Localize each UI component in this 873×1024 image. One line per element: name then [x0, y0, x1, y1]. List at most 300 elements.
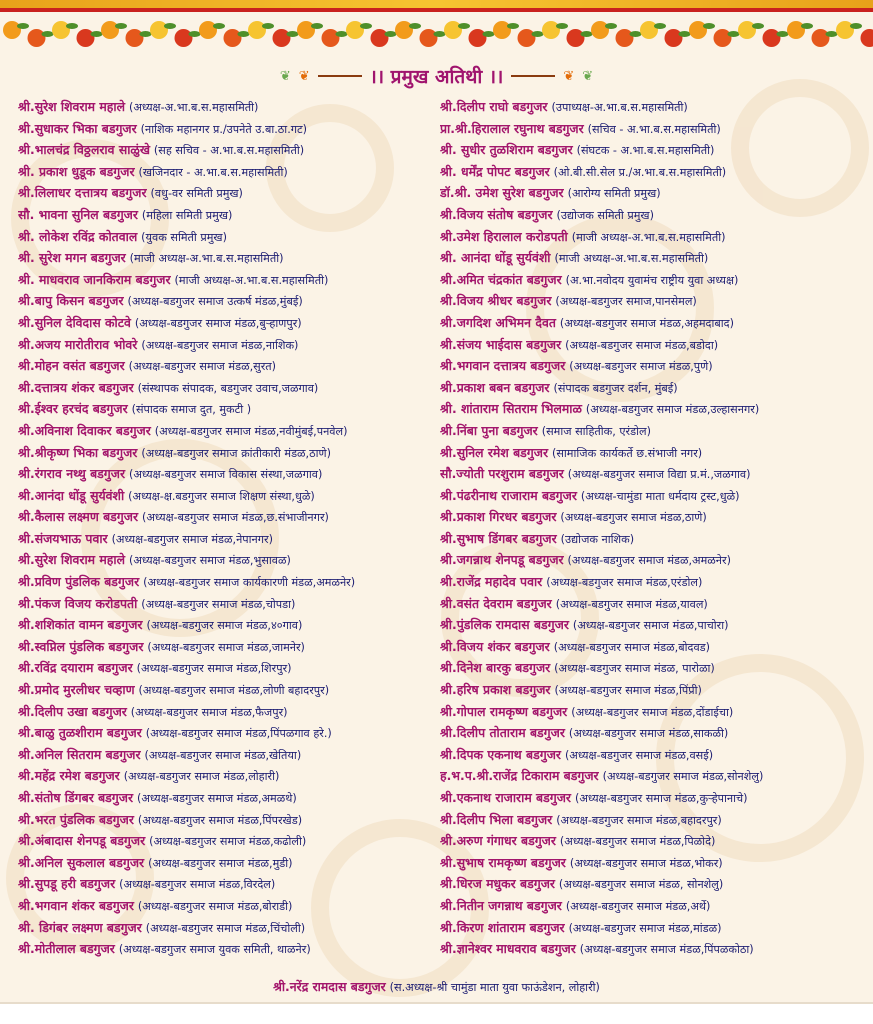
guest-role: (माजी अध्यक्ष-अ.भा.ब.स.महासमिती) — [554, 252, 709, 266]
guest-entry — [18, 679, 438, 701]
guest-role: (अध्यक्ष-बडगुजर समाज विकास संस्था,जळगाव) — [129, 468, 323, 482]
guest-name: श्री. डिगंबर लक्ष्मण बडगुजर — [18, 919, 142, 935]
guest-entry — [440, 744, 870, 766]
guest-name: श्री.जगदिश अभिमन दैवत — [440, 314, 556, 330]
marigold-flower-icon — [812, 29, 830, 47]
marigold-flower-icon — [640, 21, 658, 39]
guest-role: (अध्यक्ष-बडगुजर समाज कार्यकारणी मंडळ,अमळनेर) — [143, 576, 356, 590]
marigold-flower-icon — [518, 29, 536, 47]
marigold-flower-icon — [567, 29, 585, 47]
guest-entry — [440, 96, 870, 118]
guest-role: (अध्यक्ष-बडगुजर समाज मंडळ,लोणी बहादरपुर) — [138, 684, 330, 698]
guest-name: श्री.सुधाकर भिका बडगुजर — [18, 120, 137, 136]
guest-name: श्री. सुरेश मगन बडगुजर — [18, 250, 126, 266]
guest-entry — [440, 442, 870, 464]
marigold-flower-icon — [77, 29, 95, 47]
guest-entry — [18, 334, 438, 356]
marigold-flower-icon — [52, 21, 70, 39]
leaf-icon — [507, 23, 519, 29]
guest-entry — [18, 506, 438, 528]
guest-entry — [18, 722, 438, 744]
guest-entry — [440, 118, 870, 140]
guest-role: (उपाध्यक्ष-अ.भा.ब.स.महासमिती) — [551, 101, 688, 114]
leaf-icon — [189, 31, 201, 37]
leaf-icon — [752, 23, 764, 29]
leaf-icon — [777, 31, 789, 37]
leaf-icon — [556, 23, 568, 29]
leaf-icon — [385, 31, 397, 37]
leaf-icon — [311, 23, 323, 29]
guest-entry — [440, 355, 870, 377]
guest-name: श्री.भालचंद्र विठ्ठलराव साळुंखे — [18, 142, 150, 158]
guest-role: (अध्यक्ष-बडगुजर समाज मंडळ,नवीमुंबई,पनवेल) — [154, 424, 348, 438]
guest-name: श्री.सुनिल रमेश बडगुजर — [440, 444, 549, 460]
guest-name: श्री.रंगराव नथ्थु बडगुजर — [18, 466, 126, 482]
guest-list-left — [18, 96, 438, 960]
guest-role: (अध्यक्ष-बडगुजर समाज मंडळ,बहादरपुर) — [556, 813, 722, 827]
guest-name: श्री.अजय मारोतीराव भोवरे — [18, 336, 138, 352]
leaf-icon — [458, 23, 470, 29]
guest-role: (अध्यक्ष-बडगुजर समाज मंडळ, सोनशेलु) — [558, 878, 724, 892]
guest-name: श्री.भगवान दत्तात्रय बडगुजर — [440, 358, 566, 374]
guest-entry — [18, 442, 438, 464]
leaf-icon — [360, 23, 372, 29]
guest-name: श्री. प्रकाश धुडूक बडगुजर — [18, 163, 135, 179]
leaf-icon — [434, 31, 446, 37]
guest-entry — [18, 657, 438, 679]
guest-name: श्री.पंकज विजय करोडपती — [18, 595, 138, 611]
guest-entry — [440, 398, 870, 420]
marigold-flower-icon — [28, 29, 46, 47]
leaf-icon — [115, 23, 127, 29]
guest-role: (अध्यक्ष-बडगुजर समाज मंडळ,४०गाव) — [146, 619, 303, 633]
leaf-icon — [483, 31, 495, 37]
guest-name: श्री.एकनाथ राजाराम बडगुजर — [440, 790, 571, 805]
leaf-icon — [238, 31, 250, 37]
guest-role: (अध्यक्ष-बडगुजर समाज मंडळ,सुरत) — [128, 360, 277, 374]
leaf-icon — [17, 23, 29, 29]
guest-entry — [18, 549, 438, 571]
guest-name: श्री.प्रमोद मुरलीधर चव्हाण — [18, 682, 135, 698]
guest-entry — [440, 593, 870, 615]
guest-name: श्री.भरत पुंडलिक बडगुजर — [18, 811, 134, 827]
marigold-garland — [0, 12, 873, 58]
marigold-flower-icon — [738, 21, 756, 39]
guest-role: (अध्यक्ष-बडगुजर समाज मंडळ,साकळी) — [568, 727, 729, 741]
guest-entry — [18, 118, 438, 140]
guest-entry — [440, 269, 870, 291]
guest-list-right — [440, 96, 870, 960]
bottom-border — [0, 1002, 873, 1024]
guest-entry — [440, 528, 870, 550]
leaf-icon: ❦ — [563, 68, 575, 84]
guest-entry — [440, 809, 870, 831]
guest-role: (अध्यक्ष-बडगुजर समाज,पानसेमल) — [555, 295, 697, 309]
marigold-flower-icon — [861, 29, 873, 47]
marigold-flower-icon — [542, 21, 560, 39]
guest-name: श्री.अनिल सितराम बडगुजर — [18, 746, 141, 762]
leaf-icon — [164, 23, 176, 29]
guest-entry — [440, 161, 870, 183]
guest-role: (अध्यक्ष-बडगुजर समाज मंडळ,पिंपरखेड) — [137, 813, 303, 827]
guest-name: सौ. भावना सुनिल बडगुजर — [18, 206, 138, 222]
guest-entry — [18, 701, 438, 723]
guest-entry — [440, 722, 870, 744]
guest-entry — [440, 787, 870, 809]
guest-entry — [18, 895, 438, 917]
guest-name: श्री. शांताराम सितराम भिलमाळ — [440, 401, 582, 417]
guest-name: श्री.अविनाश दिवाकर बडगुजर — [18, 422, 151, 438]
guest-name: श्री.प्रविण पुंडलिक बडगुजर — [18, 574, 140, 590]
guest-name: श्री.दिपक एकनाथ बडगुजर — [440, 746, 561, 762]
guest-role: (अध्यक्ष-बडगुजर समाज मंडळ,कुऱ्हेपानाचे) — [574, 792, 748, 805]
marigold-flower-icon — [493, 21, 511, 39]
guest-entry — [440, 312, 870, 334]
leaf-icon — [703, 23, 715, 29]
marigold-flower-icon — [248, 21, 266, 39]
guest-name: श्री.पुंडलिक रामदास बडगुजर — [440, 617, 569, 633]
guest-role: (अध्यक्ष-बडगुजर समाज मंडळ,अर्थे) — [565, 899, 711, 913]
marigold-flower-icon — [836, 21, 854, 39]
guest-role: (अध्यक्ष-बडगुजर समाज मंडळ,भोकर) — [569, 856, 723, 870]
guest-name: श्री.भगवान शंकर बडगुजर — [18, 897, 134, 913]
guest-role: (अध्यक्ष-बडगुजर समाज मंडळ,बडोदा) — [565, 338, 719, 352]
top-gold-border — [0, 0, 873, 8]
guest-name: श्री.गोपाल रामकृष्ण बडगुजर — [440, 703, 568, 719]
guest-name: श्री.सुभाष रामकृष्ण बडगुजर — [440, 854, 566, 870]
page-title: ।। प्रमुख अतिथी ।। — [369, 66, 504, 88]
marigold-flower-icon — [297, 21, 315, 39]
guest-role: (सह सचिव - अ.भा.ब.स.महासमिती) — [153, 144, 305, 158]
guest-entry — [440, 614, 870, 636]
guest-name: श्री.हरिष प्रकाश बडगुजर — [440, 682, 551, 698]
guest-role: (अध्यक्ष-बडगुजर समाज मंडळ,सोनशेलु) — [602, 770, 764, 784]
guest-role: (अध्यक्ष-बडगुजर समाज मंडळ,मुडी) — [148, 856, 293, 870]
guest-entry — [18, 614, 438, 636]
guest-role: (संपादक समाज दुत, मुकटी ) — [131, 403, 252, 417]
guest-role: (महिला समिती प्रमुख) — [141, 208, 233, 222]
marigold-flower-icon — [346, 21, 364, 39]
guest-name: श्री.ईश्वर हरचंद बडगुजर — [18, 401, 128, 417]
guest-entry — [18, 852, 438, 874]
guest-name: श्री.वसंत देवराम बडगुजर — [440, 595, 552, 611]
guest-name: श्री.पंढरीनाथ राजाराम बडगुजर — [440, 487, 577, 503]
guest-entry — [440, 485, 870, 507]
guest-name: श्री.प्रकाश गिरधर बडगुजर — [440, 509, 557, 525]
guest-entry — [440, 765, 870, 787]
guest-name: श्री.विजय शंकर बडगुजर — [440, 638, 550, 654]
guest-entry — [440, 377, 870, 399]
guest-name: श्री.श्रीकृष्ण भिका बडगुजर — [18, 444, 138, 460]
marigold-flower-icon — [273, 29, 291, 47]
guest-role: (अध्यक्ष-बडगुजर समाज विद्या प्र.मं.,जळगाव) — [567, 468, 751, 482]
guest-name: श्री.सुपडू हरी बडगुजर — [18, 876, 116, 892]
guest-name: श्री.रविंद्र दयाराम बडगुजर — [18, 660, 133, 676]
guest-entry — [440, 204, 870, 226]
guest-entry — [440, 463, 870, 485]
guest-entry — [18, 938, 438, 960]
guest-name: श्री.विजय संतोष बडगुजर — [440, 206, 553, 222]
guest-name: श्री.लिलाधर दत्तात्रय बडगुजर — [18, 185, 147, 201]
marigold-flower-icon — [3, 21, 21, 39]
leaf-icon — [287, 31, 299, 37]
guest-entry — [18, 204, 438, 226]
guest-role: (युवक समिती प्रमुख) — [141, 230, 227, 244]
marigold-flower-icon — [126, 29, 144, 47]
guest-name: श्री.दिलीप उखा बडगुजर — [18, 703, 127, 719]
guest-role: (अध्यक्ष-बडगुजर समाज क्रांतीकारी मंडळ,ठाणे) — [141, 446, 331, 460]
guest-name: श्री.विजय श्रीधर बडगुजर — [440, 293, 552, 309]
guest-entry — [18, 463, 438, 485]
guest-role: (अध्यक्ष-बडगुजर समाज मंडळ,पिंप्री) — [554, 684, 702, 698]
guest-role: (अध्यक्ष-बडगुजर समाज उत्कर्ष मंडळ,मुंबई) — [127, 295, 303, 309]
guest-entry — [18, 528, 438, 550]
guest-entry — [18, 830, 438, 852]
guest-name: श्री.दिलीप भिला बडगुजर — [440, 811, 553, 827]
guest-entry — [18, 809, 438, 831]
guest-role: (अध्यक्ष-बडगुजर समाज मंडळ,नेपानगर) — [111, 532, 273, 546]
leaf-icon — [630, 31, 642, 37]
guest-entry — [440, 830, 870, 852]
guest-name: श्री. धर्मेंद्र पोपट बडगुजर — [440, 163, 550, 179]
guest-entry — [440, 873, 870, 895]
guest-entry — [440, 420, 870, 442]
guest-name: श्री.मोहन वसंत बडगुजर — [18, 358, 125, 374]
guest-role: (अध्यक्ष-बडगुजर समाज मंडळ,उल्हासनगर) — [585, 403, 760, 417]
guest-entry — [440, 938, 870, 960]
guest-name: श्री.सुभाष डिंगबर बडगुजर — [440, 530, 557, 546]
guest-entry — [440, 247, 870, 269]
guest-role: (आरोग्य समिती प्रमुख) — [567, 187, 661, 201]
guest-role: (अध्यक्ष-बडगुजर समाज मंडळ,छ.संभाजीनगर) — [142, 511, 329, 525]
marigold-flower-icon — [787, 21, 805, 39]
guest-name: श्री.नरेंद्र रामदास बडगुजर — [273, 979, 386, 994]
guest-name: श्री.कैलास लक्ष्मण बडगुजर — [18, 509, 139, 525]
guest-role: (खजिनदार - अ.भा.ब.स.महासमिती) — [138, 165, 288, 179]
leaf-icon — [654, 23, 666, 29]
guest-entry — [440, 290, 870, 312]
guest-name: श्री.अमित चंद्रकांत बडगुजर — [440, 271, 562, 287]
leaf-icon — [336, 31, 348, 37]
guest-entry — [440, 334, 870, 356]
leaf-icon — [409, 23, 421, 29]
leaf-icon — [140, 31, 152, 37]
guest-name: श्री.संजय भाईदास बडगुजर — [440, 336, 562, 352]
guest-role: (सचिव - अ.भा.ब.स.महासमिती) — [587, 122, 721, 136]
guest-role: (अध्यक्ष-बडगुजर समाज मंडळ,फैजपुर) — [130, 705, 288, 719]
guest-role: (अध्यक्ष-बडगुजर समाज मंडळ,बोदवड) — [553, 640, 711, 654]
guest-role: (समाज साहितीक, एरंडोल) — [541, 424, 651, 438]
leaf-icon — [605, 23, 617, 29]
guest-name: श्री.नितीन जगन्नाथ बडगुजर — [440, 897, 562, 913]
guest-role: (अध्यक्ष-बडगुजर समाज मंडळ,बुऱ्हाणपुर) — [134, 316, 302, 330]
marigold-flower-icon — [199, 21, 217, 39]
guest-entry — [440, 549, 870, 571]
guest-name: श्री.महेंद्र रमेश बडगुजर — [18, 768, 120, 784]
guest-name: श्री.अनिल सुकलाल बडगुजर — [18, 854, 145, 870]
guest-role: (अध्यक्ष-बडगुजर समाज मंडळ,एरंडोल) — [546, 576, 703, 590]
guest-name: श्री.स्वप्निल पुंडलिक बडगुजर — [18, 638, 144, 654]
guest-role: (अध्यक्ष-बडगुजर समाज मंडळ,यावल) — [555, 597, 708, 611]
guest-role: (अध्यक्ष-बडगुजर समाज मंडळ,शिरपुर) — [136, 662, 292, 676]
guest-name: श्री.किरण शांताराम बडगुजर — [440, 919, 565, 935]
guest-name: श्री.राजेंद्र महादेव पवार — [440, 574, 543, 590]
guest-role: (नाशिक महानगर प्र./उपनेते उ.बा.ठा.गट) — [140, 122, 308, 136]
guest-role: (माजी अध्यक्ष-अ.भा.ब.स.महासमिती) — [174, 273, 329, 287]
guest-name: श्री.ज्ञानेश्वर माधवराव बडगुजर — [440, 941, 576, 957]
guest-entry — [18, 744, 438, 766]
marigold-flower-icon — [714, 29, 732, 47]
guest-role: (अध्यक्ष-बडगुजर समाज मंडळ,भुसावळ) — [128, 554, 291, 568]
guest-role: (अध्यक्ष-बडगुजर समाज मंडळ,पिंपळकोठा) — [579, 943, 754, 957]
guest-role: (अध्यक्ष-बडगुजर समाज मंडळ,पाचोरा) — [572, 619, 729, 633]
guest-role: (अध्यक्ष-बडगुजर समाज मंडळ,चोपडा) — [141, 597, 296, 611]
marigold-flower-icon — [322, 29, 340, 47]
guest-entry — [18, 765, 438, 787]
marigold-flower-icon — [665, 29, 683, 47]
guest-entry — [18, 485, 438, 507]
leaf-icon — [532, 31, 544, 37]
guest-entry — [440, 226, 870, 248]
guest-name: श्री. सुधीर तुळशिराम बडगुजर — [440, 142, 573, 158]
guest-role: (अध्यक्ष-बडगुजर समाज मंडळ,पिळोदे) — [559, 835, 716, 849]
guest-role: (संस्थापक संपादक, बडगुजर उवाच,जळगाव) — [137, 381, 319, 395]
footer-guest — [0, 976, 873, 999]
guest-role: (अध्यक्ष-चामुंडा माता धर्मदाय ट्रस्ट,धुळे) — [580, 489, 740, 503]
guest-name: श्री.आनंदा धोंडू सुर्यवंशी — [18, 487, 125, 503]
guest-name: श्री.प्रकाश बबन बडगुजर — [440, 379, 550, 395]
guest-entry — [18, 312, 438, 334]
marigold-flower-icon — [371, 29, 389, 47]
guest-entry — [440, 636, 870, 658]
guest-role: (अध्यक्ष-बडगुजर समाज मंडळ,अहमदाबाद) — [559, 316, 734, 330]
guest-entry — [18, 182, 438, 204]
leaf-icon — [679, 31, 691, 37]
guest-role: (अध्यक्ष-बडगुजर समाज मंडळ,मांडळ) — [568, 921, 722, 935]
guest-entry — [440, 182, 870, 204]
guest-role: (अध्यक्ष-बडगुजर समाज मंडळ,अमळथे) — [136, 792, 297, 805]
guest-name: श्री.मोतीलाल बडगुजर — [18, 941, 115, 957]
guest-name: श्री.दिलीप राघो बडगुजर — [440, 99, 548, 114]
marigold-flower-icon — [689, 21, 707, 39]
guest-role: (अध्यक्ष-बडगुजर समाज मंडळ,चिंचोली) — [145, 921, 306, 935]
guest-role: (अध्यक्ष-बडगुजर समाज मंडळ,पिंपळगाव हरे.) — [145, 727, 332, 741]
guest-name: श्री.दत्तात्रय शंकर बडगुजर — [18, 379, 134, 395]
guest-name: श्री. माधवराव जानकिराम बडगुजर — [18, 271, 171, 287]
guest-name: ह.भ.प.श्री.राजेंद्र टिकाराम बडगुजर — [440, 768, 599, 784]
guest-entry — [18, 161, 438, 183]
marigold-flower-icon — [101, 21, 119, 39]
page-heading — [0, 62, 873, 90]
guest-role: (स.अध्यक्ष-श्री चामुंडा माता युवा फाऊंडेशन, लोहारी) — [389, 981, 600, 994]
guest-role: (अध्यक्ष-बडगुजर समाज मंडळ,लोहारी) — [123, 770, 280, 784]
guest-role: (अध्यक्ष-बडगुजर समाज मंडळ,दोंडाईचा) — [571, 705, 734, 719]
guest-role: (अध्यक्ष-बडगुजर समाज मंडळ,विरदेल) — [119, 878, 276, 892]
leaf-icon — [262, 23, 274, 29]
guest-entry — [18, 355, 438, 377]
guest-entry — [18, 593, 438, 615]
leaf-icon — [91, 31, 103, 37]
guest-entry — [440, 139, 870, 161]
guest-role: (अध्यक्ष-बडगुजर समाज मंडळ,खेतिया) — [144, 748, 302, 762]
marigold-flower-icon — [763, 29, 781, 47]
leaf-icon: ❦ — [298, 68, 310, 84]
guest-entry — [18, 139, 438, 161]
guest-role: (अध्यक्ष-बडगुजर समाज मंडळ, पारोळा) — [554, 662, 715, 676]
leaf-icon: ❦ — [582, 68, 594, 84]
guest-entry — [18, 96, 438, 118]
guest-name: श्री.उमेश हिरालाल करोडपती — [440, 228, 568, 244]
leaf-icon — [826, 31, 838, 37]
guest-entry — [18, 269, 438, 291]
guest-role: (अध्यक्ष-बडगुजर समाज युवक समिती, थाळनेर) — [118, 943, 311, 957]
guest-role: (माजी अध्यक्ष-अ.भा.ब.स.महासमिती) — [571, 230, 726, 244]
marigold-flower-icon — [150, 21, 168, 39]
guest-role: (अध्यक्ष-अ.भा.ब.स.महासमिती) — [128, 101, 259, 114]
guest-name: श्री.निंबा पुना बडगुजर — [440, 422, 538, 438]
marigold-flower-icon — [224, 29, 242, 47]
guest-entry — [18, 571, 438, 593]
guest-name: श्री.संजयभाऊ पवार — [18, 530, 108, 546]
heading-divider-right — [511, 75, 555, 77]
guest-role: (संपादक बडगुजर दर्शन, मुंबई) — [553, 381, 678, 395]
leaf-icon: ❦ — [279, 68, 291, 84]
marigold-flower-icon — [420, 29, 438, 47]
marigold-flower-icon — [175, 29, 193, 47]
guest-role: (अध्यक्ष-बडगुजर समाज मंडळ,जामनेर) — [147, 640, 305, 654]
guest-name: श्री.अंबादास शेनपडू बडगुजर — [18, 833, 146, 849]
guest-role: (अध्यक्ष-क्ष.बडगुजर समाज शिक्षण संस्था,धुळे) — [128, 489, 315, 503]
leaf-icon — [213, 23, 225, 29]
guest-name: श्री.सुनिल देविदास कोटवे — [18, 314, 131, 330]
guest-entry — [18, 398, 438, 420]
guest-name: श्री.सुरेश शिवराम महाले — [18, 552, 125, 568]
guest-entry — [18, 787, 438, 809]
marigold-flower-icon — [616, 29, 634, 47]
leaf-icon — [801, 23, 813, 29]
guest-entry — [18, 247, 438, 269]
guest-role: (अध्यक्ष-बडगुजर समाज मंडळ,ठाणे) — [560, 511, 707, 525]
guest-entry — [18, 290, 438, 312]
guest-role: (सामाजिक कार्यकर्ते छ.संभाजी नगर) — [551, 446, 703, 460]
guest-entry — [18, 636, 438, 658]
guest-entry — [18, 420, 438, 442]
guest-name: श्री.बापु किसन बडगुजर — [18, 293, 124, 309]
guest-entry — [440, 852, 870, 874]
guest-role: (अध्यक्ष-बडगुजर समाज मंडळ,पुणे) — [569, 360, 713, 374]
guest-name: श्री.बाळु तुळशीराम बडगुजर — [18, 725, 142, 741]
guest-entry — [18, 377, 438, 399]
leaf-icon — [728, 31, 740, 37]
marigold-flower-icon — [444, 21, 462, 39]
guest-role: (संघटक - अ.भा.ब.स.महासमिती) — [576, 144, 715, 158]
leaf-icon — [42, 31, 54, 37]
guest-entry — [440, 506, 870, 528]
guest-name: श्री. लोकेश रविंद्र कोतवाल — [18, 228, 138, 244]
guest-role: (अ.भा.नवोदय युवामंच राष्ट्रीय युवा अध्यक्ष) — [565, 273, 739, 287]
guest-name: डॉ.श्री. उमेश सुरेश बडगुजर — [440, 185, 564, 201]
guest-name: प्रा.श्री.हिरालाल रघुनाथ बडगुजर — [440, 120, 584, 136]
guest-name: श्री.अरुण गंगाधर बडगुजर — [440, 833, 556, 849]
guest-entry — [440, 571, 870, 593]
guest-role: (अध्यक्ष-बडगुजर समाज मंडळ,वसई) — [564, 748, 714, 762]
guest-role: (ओ.बी.सी.सेल प्र./अ.भा.ब.स.महासमिती) — [553, 165, 727, 179]
guest-name: सौ.ज्योती परशुराम बडगुजर — [440, 466, 564, 482]
guest-role: (अध्यक्ष-बडगुजर समाज मंडळ,नाशिक) — [141, 338, 299, 352]
guest-entry — [440, 895, 870, 917]
leaf-icon — [66, 23, 78, 29]
guest-role: (वधु-वर समिती प्रमुख) — [150, 187, 243, 201]
